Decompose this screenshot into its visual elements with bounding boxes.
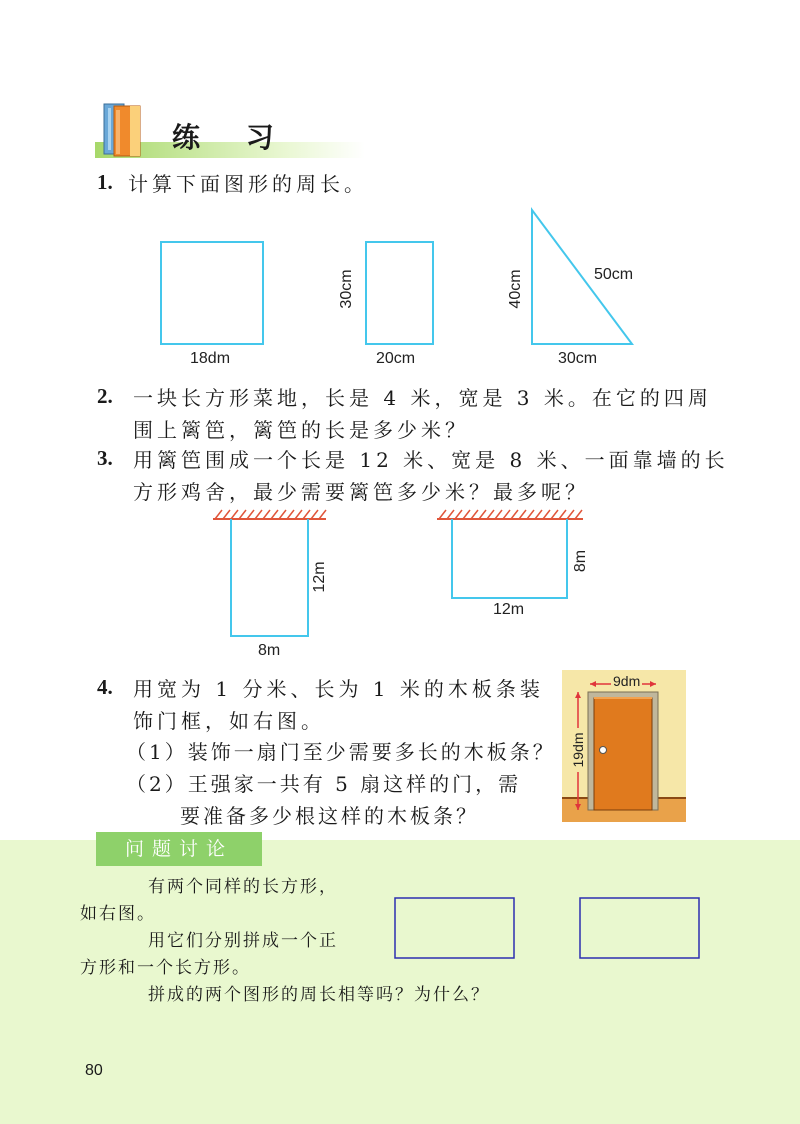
door-leaf bbox=[594, 698, 652, 810]
door-knob bbox=[600, 747, 607, 754]
q4-sub-label: （2） bbox=[126, 772, 188, 796]
discussion-rectangles bbox=[380, 890, 720, 970]
discussion-tab: 问题讨论 bbox=[96, 832, 262, 866]
question-2-number: 2. bbox=[97, 384, 113, 408]
q4-sub-line: 王强家一共有 5 扇这样的门，需 bbox=[187, 772, 522, 796]
door-height-label: 19dm bbox=[570, 728, 586, 772]
square-bottom-label: 18dm bbox=[190, 350, 231, 367]
square-shape bbox=[161, 242, 263, 344]
books-icon bbox=[100, 98, 156, 160]
tri-bottom-label: 30cm bbox=[558, 350, 598, 367]
discussion-section bbox=[0, 840, 800, 1124]
question-1-number: 1. bbox=[97, 170, 113, 194]
question-line: 用宽为 1 分米、长为 1 米的木板条装 bbox=[133, 677, 544, 701]
coop-right-bottom-label: 12m bbox=[493, 601, 525, 618]
discussion-line: 方形和一个长方形。 bbox=[80, 958, 251, 978]
q4-sub-line: 装饰一扇门至少需要多长的木板条？ bbox=[187, 740, 556, 764]
question-line: 计算下面图形的周长。 bbox=[128, 172, 368, 196]
rectangle-shape bbox=[366, 242, 433, 344]
question-line: 围上篱笆，篱笆的长是多少米？ bbox=[133, 418, 469, 442]
rect-side-label: 30cm bbox=[338, 269, 355, 309]
question-line: 一块长方形菜地，长是 4 米，宽是 3 米。在它的四周 bbox=[133, 386, 712, 410]
discussion-line: 如右图。 bbox=[80, 904, 156, 924]
tri-side-label: 40cm bbox=[507, 269, 524, 309]
q4-sub-2-cont bbox=[180, 800, 479, 832]
wall-hatch-right bbox=[437, 510, 583, 519]
question-4-text bbox=[133, 673, 544, 737]
page-title: 练 习 bbox=[172, 121, 292, 154]
question-line: 饰门框，如右图。 bbox=[133, 709, 325, 733]
question-line: 用篱笆围成一个长是 12 米、宽是 8 米、一面靠墙的长 bbox=[133, 448, 729, 472]
rectangle-b bbox=[580, 898, 699, 958]
coop-left-bottom-label: 8m bbox=[258, 642, 281, 659]
question-2-text bbox=[133, 382, 712, 446]
coop-right-side-label: 8m bbox=[572, 549, 589, 573]
q4-sub-label: （1） bbox=[126, 740, 188, 764]
discussion-line: 有两个同样的长方形， bbox=[148, 877, 338, 897]
question-1-text bbox=[128, 168, 368, 200]
q4-sub-1 bbox=[126, 736, 556, 768]
figure-3-coops bbox=[0, 505, 800, 645]
tri-hyp-label: 50cm bbox=[594, 266, 634, 283]
discussion-line: 用它们分别拼成一个正 bbox=[148, 931, 338, 951]
coop-left-side-label: 12m bbox=[311, 561, 328, 593]
question-4-number: 4. bbox=[97, 675, 113, 699]
coop-left-fence bbox=[231, 519, 308, 636]
q4-sub-2 bbox=[126, 768, 521, 800]
page-number: 80 bbox=[85, 1062, 103, 1079]
question-3-text bbox=[133, 444, 729, 508]
rect-bottom-label: 20cm bbox=[376, 350, 416, 367]
door-width-label: 9dm bbox=[613, 673, 641, 689]
question-line: 方形鸡舍，最少需要篱笆多少米？最多呢？ bbox=[133, 480, 589, 504]
q4-sub-line: 要准备多少根这样的木板条？ bbox=[180, 804, 479, 828]
rectangle-a bbox=[395, 898, 514, 958]
wall-hatch-left bbox=[213, 510, 326, 519]
question-3-number: 3. bbox=[97, 446, 113, 470]
coop-right-fence bbox=[452, 519, 567, 598]
discussion-line: 拼成的两个图形的周长相等吗？为什么？ bbox=[148, 985, 490, 1005]
